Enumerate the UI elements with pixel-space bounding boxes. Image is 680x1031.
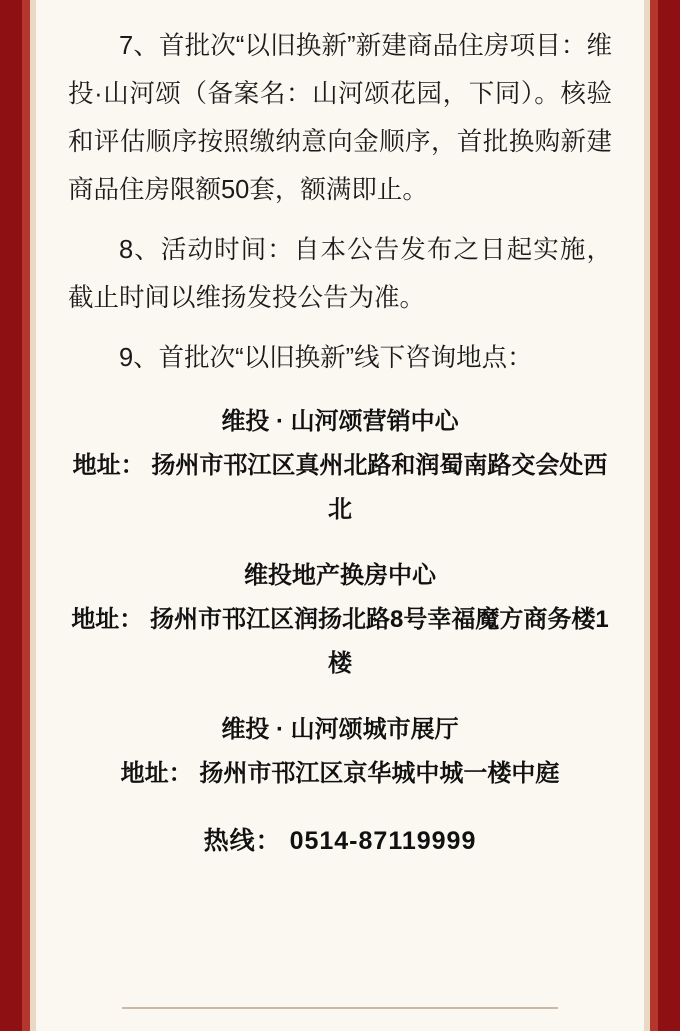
location-name: 维投地产换房中心 (244, 562, 436, 589)
location-block-1 (68, 400, 612, 532)
location-name: 维投 · 山河颂城市展厅 (221, 716, 459, 743)
location-address: 地址： 扬州市邗江区真州北路和润蜀南路交会处西北 (72, 452, 608, 523)
paragraph-item-7: 7、首批次“以旧换新”新建商品住房项目：维投·山河颂（备案名：山河颂花园，下同）。核验和评估顺序按照缴纳意向金顺序，首批换购新建商品住房限额50套，额满即止。 (68, 32, 612, 204)
hotline-text: 热线： 0514-87119999 (203, 827, 477, 855)
paragraph-item-9: 9、首批次“以旧换新”线下咨询地点： (119, 344, 533, 372)
location-block-3 (68, 708, 612, 796)
horizontal-divider (122, 1007, 558, 1009)
document-content (36, 0, 644, 1031)
location-address: 地址： 扬州市邗江区润扬北路8号幸福魔方商务楼1楼 (71, 606, 609, 677)
location-address: 地址： 扬州市邗江区京华城中城一楼中庭 (120, 760, 560, 787)
location-block-2 (68, 554, 612, 686)
location-name: 维投 · 山河颂营销中心 (221, 408, 459, 435)
paragraph-item-8: 8、活动时间：自本公告发布之日起实施，截止时间以维扬发投公告为准。 (68, 236, 612, 312)
